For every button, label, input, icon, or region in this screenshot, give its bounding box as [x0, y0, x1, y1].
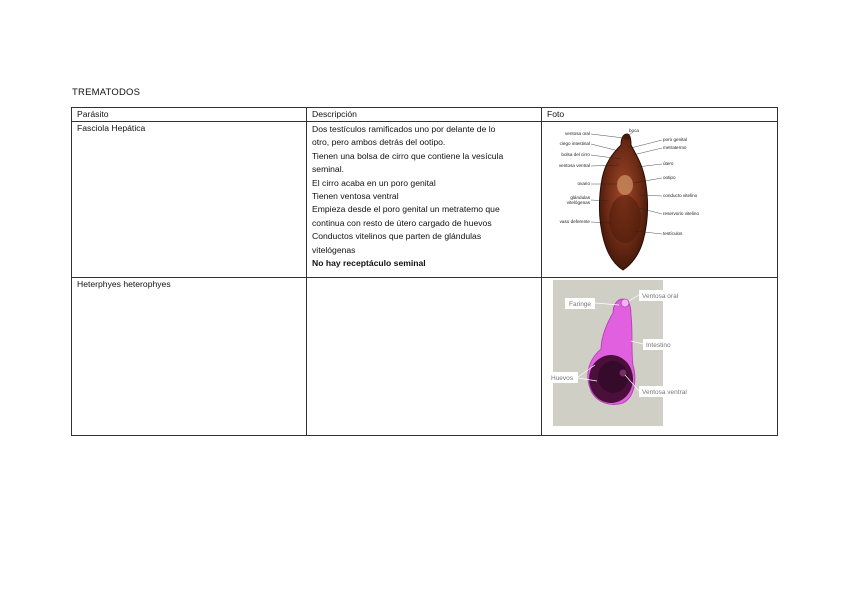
photo-label: glándulas: [570, 195, 590, 200]
photo-label: Ventosa oral: [642, 293, 679, 300]
photo-label: Ventosa ventral: [642, 389, 687, 396]
page-heading: TREMATODOS: [72, 87, 141, 98]
photo-cell: [542, 122, 778, 278]
photo-label: vaso deferente: [559, 219, 590, 224]
description-line: Tienen ventosa ventral: [312, 191, 399, 202]
photo-label: útero: [663, 161, 674, 166]
description-line: Dos testículos ramificados uno por delante de lo: [312, 124, 496, 134]
description-line: continua con resto de útero cargado de huevos: [312, 217, 492, 228]
header-photo: Foto: [542, 108, 778, 122]
parasite-name: Heterphyes heterophyes: [72, 278, 307, 436]
header-description: Descripción: [307, 108, 542, 122]
table-row: [72, 122, 778, 278]
fasciola-left-labels: [559, 131, 591, 224]
photo-label: vitelógenas: [566, 200, 590, 205]
photo-label: Huevos: [551, 375, 574, 382]
description-line: Conductos vitelinos que parten de glándulas: [312, 231, 482, 242]
heterophyes-photo: [547, 279, 773, 431]
header-parasite: Parásito: [72, 108, 307, 122]
photo-label: poro genital: [663, 137, 688, 142]
description-line: seminal.: [312, 164, 344, 175]
photo-label: Faringe: [569, 301, 592, 308]
photo-label: ootipo: [663, 175, 676, 180]
description-line: Tienen una bolsa de cirro que contiene la vesícula: [312, 150, 504, 161]
photo-label: testículos: [663, 231, 683, 236]
photo-label: ovario: [577, 181, 590, 186]
photo-label: ventosa oral: [564, 131, 590, 136]
trematodes-table: [71, 107, 778, 436]
photo-label: reservorio vitelino: [663, 211, 699, 216]
description-lines: [312, 123, 536, 270]
photo-cell: [542, 278, 778, 436]
description-cell: [307, 278, 542, 436]
table-row: [72, 278, 778, 436]
description-line: otro, pero ambos detrás del ootipo.: [312, 137, 446, 148]
description-cell: [307, 122, 542, 278]
description-line: Empieza desde el poro genital un metratemo que: [312, 204, 500, 215]
photo-label: Intestino: [646, 342, 671, 349]
description-line: vitelógenas: [312, 244, 356, 255]
photo-label: metratermo: [663, 145, 687, 150]
table-header-row: [72, 108, 778, 122]
photo-label: ventosa ventral: [558, 163, 590, 168]
description-line: El cirro acaba en un poro genital: [312, 177, 436, 188]
photo-label: ciego intestinal: [559, 141, 590, 146]
photo-label: bolsa del cirro: [561, 152, 590, 157]
photo-label: conducto vitelino: [663, 193, 698, 198]
photo-label: boca: [629, 128, 639, 133]
parasite-name: Fasciola Hepática: [72, 122, 307, 278]
description-line: No hay receptáculo seminal: [312, 258, 426, 269]
fasciola-photo: [547, 123, 773, 275]
